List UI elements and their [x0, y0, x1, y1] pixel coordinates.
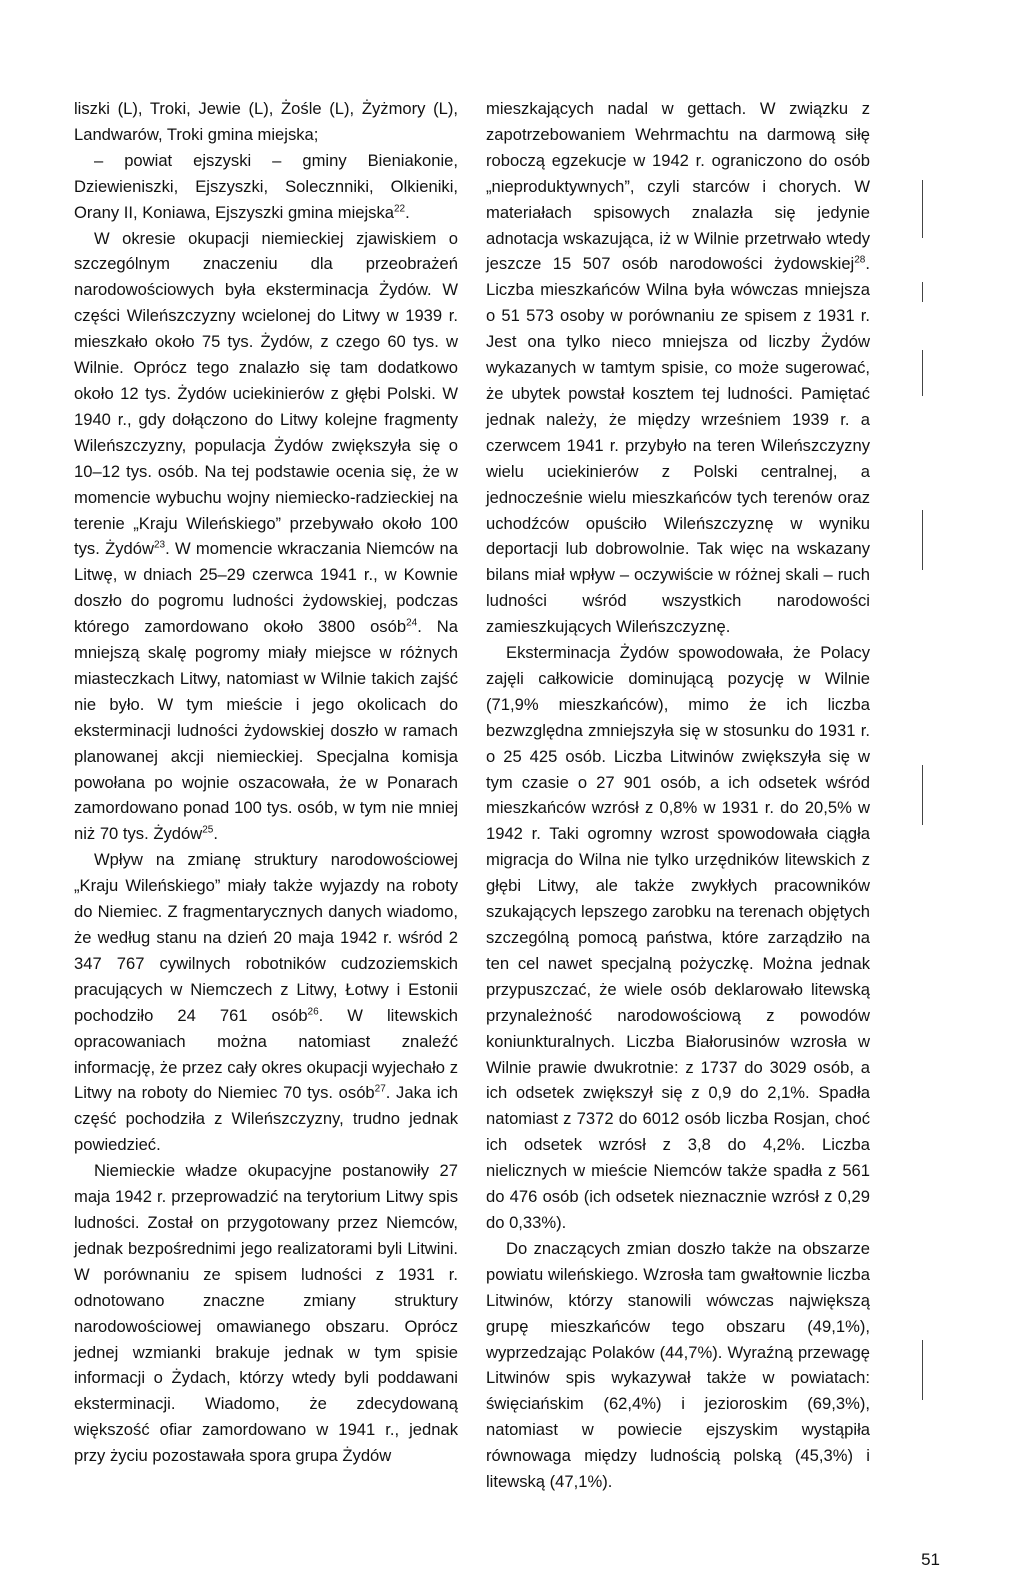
paragraph-vilnius-nationalities: Eksterminacja Żydów spowodowała, że Polacy zajęli całkowicie dominującą pozycję w Wilnie (71,9% mieszkańców), mimo że ich liczba bezwzględna zmniejszyła się w stosunku do 1931 r. o 25 425 osób. Liczba Litwinów zwiększyła się w tym czasie o 27 901 osób, a ich odsetek wśród mieszkańców wzrósł z 0,8% w 1931 r. do 20,5% w 1942 r. Taki ogromny wzrost spowodowała ciągła migracja do Wilna nie tylko urzędników litewskich z głębi Litwy, ale także zwykłych pracowników szukających lepszego zarobku na terenach objętych szczególną pomocą państwa, które zarządziło na ten cel nawet specjalną pożyczkę. Można jednak przypuszczać, że wiele osób deklarowało litewską przynależność narodowościową z powodów koniunkturalnych. Liczba Białorusinów wzrosła w Wilnie prawie dwukrotnie: z 1737 do 3029 osób, a ich odsetek zwiększył się z 0,9 do 2,1%. Spadła natomiast z 7372 do 6012 osób liczba Rosjan, choć ich odsetek wzrósł z 3,8 do 4,2%. Liczba nielicznych w mieście Niemców także spadła z 561 do 476 osób (ich odsetek nieznacznie wzrósł z 0,29 do 0,33%). — [486, 643, 870, 1232]
footnote-ref-28: 28 — [854, 254, 866, 266]
paragraph-forced-labour: Wpływ na zmianę struktury narodowościowej „Kraju Wileńskiego” miały także wyjazdy na roboty do Niemiec. Z fragmentarycznych danych wiadomo, że według stanu na dzień 20 maja 1942 r. wśród 2 347 767 cywilnych robotników cudzoziemskich pracujących w Niemczech z Litwy, Łotwy i Estonii pochodziło 24 761 osób$^{26}$. W litewskich opracowaniach można natomiast znaleźć informację, że przez cały okres okupacji wyjechało z Litwy na roboty do Niemiec 70 tys. osób$^{27}$. Jaka ich część pochodziła z Wileńszczyzny, trudno jednak powiedzieć. — [74, 850, 458, 1155]
margin-mark — [922, 765, 923, 825]
footnote-ref-23: 23 — [153, 539, 166, 551]
margin-mark — [922, 180, 923, 238]
footnote-ref-22: 22 — [394, 203, 406, 215]
paragraph-ghettos: mieszkających nadal w gettach. W związku z zapotrzebowaniem Wehrmachtu na darmową siłę roboczą egzekucje w 1942 r. ograniczono do osób „nieproduktywnych”, czyli starców i chorych. W materiałach spisowych znalazła się jedynie adnotacja wskazująca, iż w Wilnie przetrwało wtedy jeszcze 15 507 osób narodowości żydowskiej$^{28}$. Liczba mieszkańców Wilna była wówczas mniejsza o 51 573 osoby w porównaniu ze spisem z 1931 r. Jest ona tylko nieco mniejsza od liczby Żydów wykazanych w tamtym spisie, co może sugerować, że ubytek powstał kosztem tej ludności. Pamiętać jednak należy, że między wrześniem 1939 r. a czerwcem 1941 r. przybyło na teren Wileńszczyzny wielu uciekinierów z Polski centralnej, a jednocześnie wielu mieszkańców tych terenów oraz uchodźców opuściło Wileńszczyznę w wyniku deportacji lub dobrowolnie. Tak więc na wskazany bilans miał wpływ – oczywiście w różnej skali – ruch ludności wśród wszystkich narodowości zamieszkujących Wileńszczyznę. — [486, 99, 870, 637]
left-column — [74, 96, 458, 1469]
right-column — [486, 96, 870, 1495]
paragraph-extermination: W okresie okupacji niemieckiej zjawiskiem o szczególnym znaczeniu dla przeobrażeń narodowościowych była eksterminacja Żydów. W części Wileńszczyzny wcielonej do Litwy w 1939 r. mieszkało około 75 tys. Żydów, z czego 60 tys. w Wilnie. Oprócz tego znalazło się tam dodatkowo około 12 tys. Żydów uciekinierów z głębi Polski. W 1940 r., gdy dołączono do Litwy kolejne fragmenty Wileńszczyzny, populacja Żydów zwiększyła się o 10–12 tys. osób. Na tej podstawie ocenia się, że w momencie wybuchu wojny niemiecko-radzieckiej na terenie „Kraju Wileńskiego” przebywało około 100 tys. Żydów$^{23}$. W momencie wkraczania Niemców na Litwę, w dniach 25–29 czerwca 1941 r., w Kownie doszło do pogromu ludności żydowskiej, podczas którego zamordowano około 3800 osób$^{24}$. Na mniejszą skalę pogromy miały miejsce w różnych miasteczkach Litwy, natomiast w Wilnie takich zajść nie było. W tym mieście i jego okolicach do eksterminacji ludności żydowskiej doszło w ramach planowanej akcji niemieckiej. Specjalna komisja powołana po wojnie oszacowała, że w Ponarach zamordowano ponad 100 tys. osób, w tym nie mniej niż 70 tys. Żydów$^{25}$. — [74, 228, 458, 844]
margin-mark — [922, 350, 923, 396]
paragraph-ejszyski-powiat: – powiat ejszyski – gminy Bieniakonie, Dziewieniszki, Ejszyszki, Solecznniki, Olkieniki, Orany II, Koniawa, Ejszyszki gmina miejska$^{22}$. — [74, 150, 458, 222]
paragraph-list-continuation: liszki (L), Troki, Jewie (L), Żośle (L), Żyżmory (L), Landwarów, Troki gmina miejska; — [74, 99, 458, 144]
margin-mark — [922, 282, 923, 302]
footnote-ref-26: 26 — [307, 1006, 319, 1018]
margin-mark — [922, 510, 923, 570]
footnote-ref-25: 25 — [202, 824, 214, 836]
footnote-ref-24: 24 — [406, 617, 418, 629]
paragraph-census-1942: Niemieckie władze okupacyjne postanowiły 27 maja 1942 r. przeprowadzić na terytorium Litwy spis ludności. Został on przygotowany przez Niemców, jednak bezpośrednimi jego realizatorami byli Litwini. W porównaniu ze spisem ludności z 1931 r. odnotowano znaczne zmiany struktury narodowościowej omawianego obszaru. Oprócz jednej wzmianki brakuje jednak w tym spisie informacji o Żydach, którzy wtedy byli poddawani eksterminacji. Wiadomo, że zdecydowaną większość ofiar zamordowano w 1941 r., jednak przy życiu pozostawała spora grupa Żydów — [74, 1161, 458, 1466]
paragraph-vilnius-district: Do znaczących zmian doszło także na obszarze powiatu wileńskiego. Wzrosła tam gwałtownie liczba Litwinów, którzy stanowili wówczas największą grupę mieszkańców tego obszaru (49,1%), wyprzedzając Polaków (44,7%). Wyraźną przewagę Litwinów spis wykazywał także w powiatach: święciańskim (62,4%) i jezioroskim (69,3%), natomiast w powiecie ejszyskim wystąpiła równowaga między ludnością polską (45,3%) i litewską (47,1%). — [486, 1238, 870, 1492]
page-number: 51 — [921, 1550, 940, 1569]
footnote-ref-27: 27 — [374, 1083, 386, 1095]
margin-mark — [922, 1340, 923, 1400]
